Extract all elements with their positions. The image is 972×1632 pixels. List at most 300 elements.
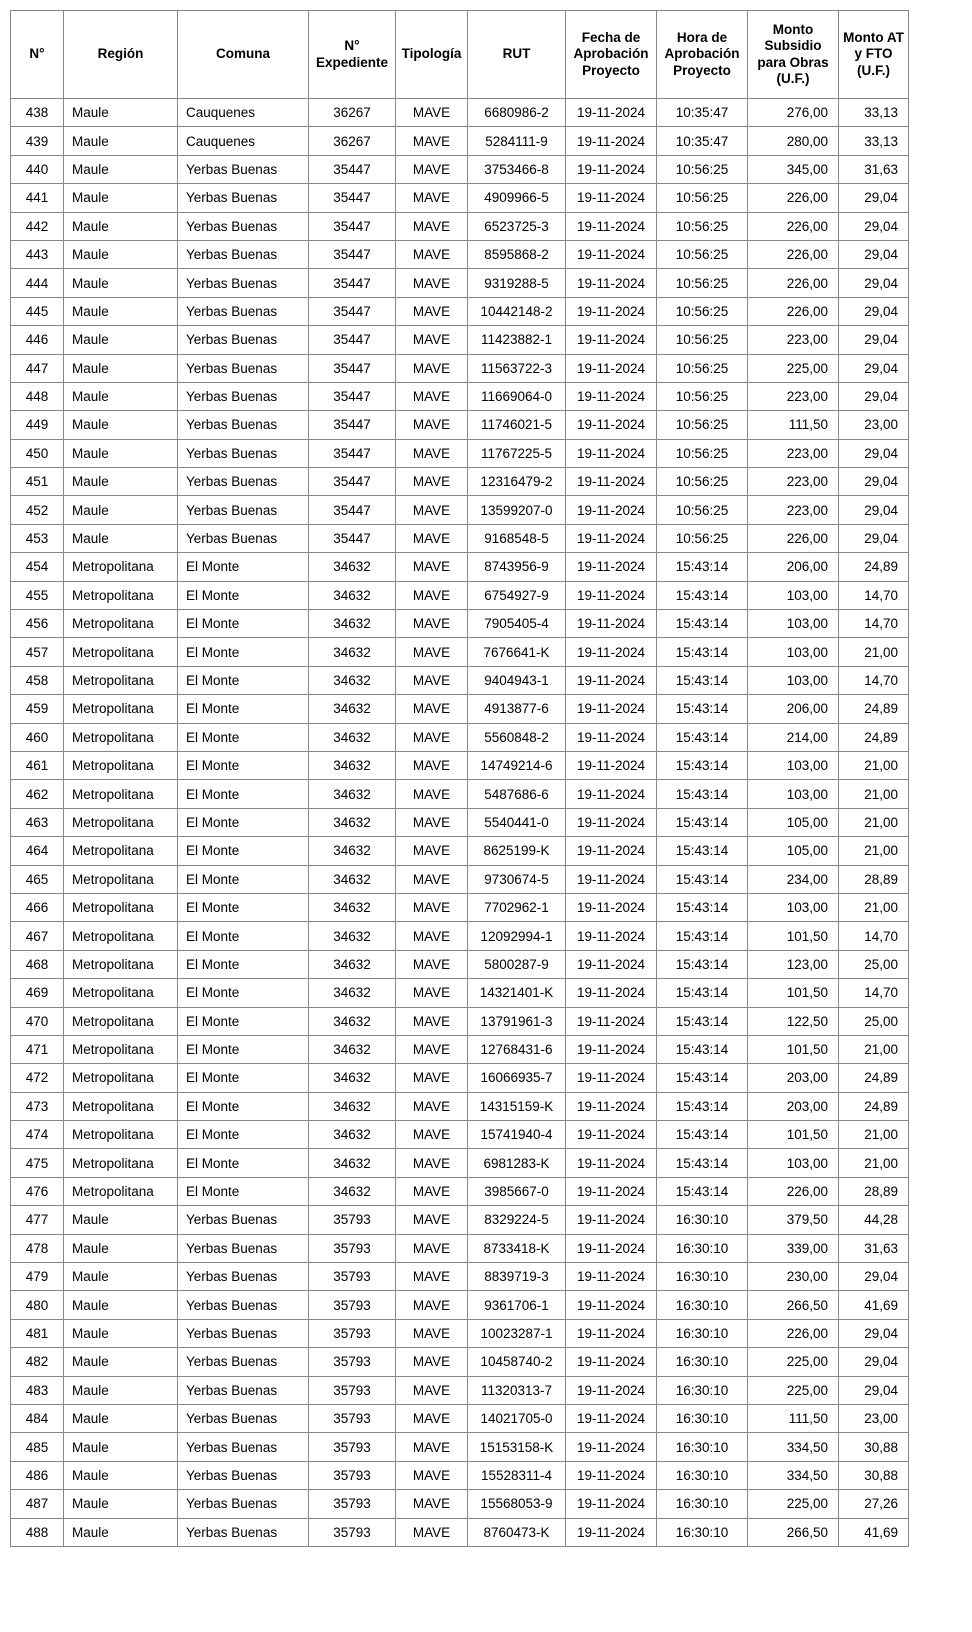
column-header: Monto AT y FTO (U.F.) bbox=[839, 11, 909, 99]
table-cell: 103,00 bbox=[748, 610, 839, 638]
table-cell: 441 bbox=[11, 184, 64, 212]
table-cell: Metropolitana bbox=[64, 751, 178, 779]
table-cell: 19-11-2024 bbox=[566, 411, 657, 439]
table-cell: Yerbas Buenas bbox=[178, 1234, 309, 1262]
table-row bbox=[11, 751, 909, 779]
table-cell: 111,50 bbox=[748, 1404, 839, 1432]
table-cell: 21,00 bbox=[839, 1035, 909, 1063]
table-cell: Metropolitana bbox=[64, 950, 178, 978]
table-cell: 266,50 bbox=[748, 1291, 839, 1319]
table-cell: 44,28 bbox=[839, 1206, 909, 1234]
table-cell: El Monte bbox=[178, 1121, 309, 1149]
table-cell: MAVE bbox=[396, 297, 468, 325]
table-cell: Maule bbox=[64, 411, 178, 439]
table-cell: 223,00 bbox=[748, 382, 839, 410]
table-cell: 4913877-6 bbox=[468, 695, 566, 723]
table-cell: 34632 bbox=[309, 1121, 396, 1149]
table-row bbox=[11, 326, 909, 354]
table-row bbox=[11, 99, 909, 127]
table-cell: 35447 bbox=[309, 240, 396, 268]
table-cell: 10:56:25 bbox=[657, 382, 748, 410]
table-cell: 19-11-2024 bbox=[566, 1518, 657, 1546]
table-cell: Yerbas Buenas bbox=[178, 297, 309, 325]
table-cell: 15:43:14 bbox=[657, 553, 748, 581]
table-cell: 19-11-2024 bbox=[566, 1035, 657, 1063]
table-cell: 488 bbox=[11, 1518, 64, 1546]
table-cell: Yerbas Buenas bbox=[178, 1348, 309, 1376]
table-cell: 19-11-2024 bbox=[566, 524, 657, 552]
table-cell: 266,50 bbox=[748, 1518, 839, 1546]
table-cell: Maule bbox=[64, 354, 178, 382]
table-cell: 454 bbox=[11, 553, 64, 581]
table-cell: 14021705-0 bbox=[468, 1404, 566, 1432]
table-cell: Metropolitana bbox=[64, 1064, 178, 1092]
table-cell: 15:43:14 bbox=[657, 1035, 748, 1063]
table-cell: 19-11-2024 bbox=[566, 240, 657, 268]
table-cell: 24,89 bbox=[839, 723, 909, 751]
table-cell: 10:56:25 bbox=[657, 411, 748, 439]
table-cell: Cauquenes bbox=[178, 127, 309, 155]
table-cell: 486 bbox=[11, 1461, 64, 1489]
table-cell: 15:43:14 bbox=[657, 1007, 748, 1035]
table-cell: Yerbas Buenas bbox=[178, 1319, 309, 1347]
table-row bbox=[11, 808, 909, 836]
table-cell: MAVE bbox=[396, 1348, 468, 1376]
table-cell: Metropolitana bbox=[64, 922, 178, 950]
table-cell: 35447 bbox=[309, 212, 396, 240]
table-cell: 449 bbox=[11, 411, 64, 439]
table-cell: 444 bbox=[11, 269, 64, 297]
table-cell: 11669064-0 bbox=[468, 382, 566, 410]
table-cell: 223,00 bbox=[748, 326, 839, 354]
table-cell: 31,63 bbox=[839, 155, 909, 183]
table-cell: 29,04 bbox=[839, 439, 909, 467]
table-cell: 10:56:25 bbox=[657, 240, 748, 268]
table-cell: 19-11-2024 bbox=[566, 723, 657, 751]
table-cell: Maule bbox=[64, 468, 178, 496]
table-cell: 15:43:14 bbox=[657, 1149, 748, 1177]
table-cell: 19-11-2024 bbox=[566, 950, 657, 978]
table-cell: 105,00 bbox=[748, 808, 839, 836]
table-cell: 234,00 bbox=[748, 865, 839, 893]
table-cell: MAVE bbox=[396, 979, 468, 1007]
table-cell: 10:56:25 bbox=[657, 155, 748, 183]
table-cell: 15:43:14 bbox=[657, 1092, 748, 1120]
table-cell: 23,00 bbox=[839, 1404, 909, 1432]
table-cell: Yerbas Buenas bbox=[178, 326, 309, 354]
table-cell: 34632 bbox=[309, 1007, 396, 1035]
table-cell: 28,89 bbox=[839, 1177, 909, 1205]
table-cell: 34632 bbox=[309, 723, 396, 751]
table-cell: 19-11-2024 bbox=[566, 751, 657, 779]
table-cell: 19-11-2024 bbox=[566, 1177, 657, 1205]
table-cell: Maule bbox=[64, 1348, 178, 1376]
table-cell: 16:30:10 bbox=[657, 1291, 748, 1319]
table-cell: 456 bbox=[11, 610, 64, 638]
table-cell: 28,89 bbox=[839, 865, 909, 893]
table-cell: 10:56:25 bbox=[657, 184, 748, 212]
table-row bbox=[11, 865, 909, 893]
table-row bbox=[11, 837, 909, 865]
table-cell: Yerbas Buenas bbox=[178, 155, 309, 183]
table-row bbox=[11, 1149, 909, 1177]
table-cell: 29,04 bbox=[839, 1319, 909, 1347]
table-cell: 480 bbox=[11, 1291, 64, 1319]
table-cell: 16:30:10 bbox=[657, 1319, 748, 1347]
table-cell: 21,00 bbox=[839, 837, 909, 865]
table-row bbox=[11, 1206, 909, 1234]
table-cell: 475 bbox=[11, 1149, 64, 1177]
table-cell: Yerbas Buenas bbox=[178, 1490, 309, 1518]
table-cell: 16:30:10 bbox=[657, 1490, 748, 1518]
table-cell: 19-11-2024 bbox=[566, 155, 657, 183]
table-cell: 11767225-5 bbox=[468, 439, 566, 467]
table-cell: Yerbas Buenas bbox=[178, 468, 309, 496]
table-cell: 35447 bbox=[309, 354, 396, 382]
table-cell: 7702962-1 bbox=[468, 893, 566, 921]
table-cell: 473 bbox=[11, 1092, 64, 1120]
table-cell: 478 bbox=[11, 1234, 64, 1262]
table-cell: 29,04 bbox=[839, 354, 909, 382]
table-row bbox=[11, 1234, 909, 1262]
table-cell: MAVE bbox=[396, 411, 468, 439]
table-cell: 10:56:25 bbox=[657, 212, 748, 240]
table-row bbox=[11, 581, 909, 609]
table-row bbox=[11, 638, 909, 666]
table-cell: 12768431-6 bbox=[468, 1035, 566, 1063]
table-cell: 5284111-9 bbox=[468, 127, 566, 155]
table-cell: 24,89 bbox=[839, 1092, 909, 1120]
table-cell: MAVE bbox=[396, 127, 468, 155]
table-cell: 35793 bbox=[309, 1348, 396, 1376]
table-cell: 276,00 bbox=[748, 99, 839, 127]
table-cell: 440 bbox=[11, 155, 64, 183]
table-cell: 15:43:14 bbox=[657, 780, 748, 808]
table-row bbox=[11, 496, 909, 524]
table-cell: MAVE bbox=[396, 1149, 468, 1177]
table-cell: 103,00 bbox=[748, 780, 839, 808]
table-cell: 214,00 bbox=[748, 723, 839, 751]
table-cell: 34632 bbox=[309, 808, 396, 836]
table-cell: 19-11-2024 bbox=[566, 893, 657, 921]
table-cell: 206,00 bbox=[748, 695, 839, 723]
table-cell: Maule bbox=[64, 1319, 178, 1347]
table-cell: 16066935-7 bbox=[468, 1064, 566, 1092]
table-cell: 19-11-2024 bbox=[566, 979, 657, 1007]
table-cell: 41,69 bbox=[839, 1291, 909, 1319]
table-cell: Maule bbox=[64, 1404, 178, 1432]
table-cell: 339,00 bbox=[748, 1234, 839, 1262]
table-cell: 7905405-4 bbox=[468, 610, 566, 638]
table-row bbox=[11, 1177, 909, 1205]
table-cell: 223,00 bbox=[748, 468, 839, 496]
table-cell: 10:56:25 bbox=[657, 326, 748, 354]
table-cell: Yerbas Buenas bbox=[178, 1376, 309, 1404]
table-cell: Yerbas Buenas bbox=[178, 496, 309, 524]
table-cell: MAVE bbox=[396, 638, 468, 666]
table-cell: Maule bbox=[64, 1291, 178, 1319]
table-cell: Maule bbox=[64, 212, 178, 240]
table-cell: 471 bbox=[11, 1035, 64, 1063]
table-cell: MAVE bbox=[396, 1064, 468, 1092]
table-cell: 15:43:14 bbox=[657, 1064, 748, 1092]
table-cell: El Monte bbox=[178, 808, 309, 836]
table-cell: 24,89 bbox=[839, 553, 909, 581]
table-cell: MAVE bbox=[396, 610, 468, 638]
table-cell: 19-11-2024 bbox=[566, 581, 657, 609]
table-cell: 483 bbox=[11, 1376, 64, 1404]
table-cell: Maule bbox=[64, 1518, 178, 1546]
table-cell: 15:43:14 bbox=[657, 950, 748, 978]
table-cell: Maule bbox=[64, 524, 178, 552]
table-cell: 13791961-3 bbox=[468, 1007, 566, 1035]
table-cell: Maule bbox=[64, 496, 178, 524]
table-cell: 10:56:25 bbox=[657, 269, 748, 297]
column-header: N° Expediente bbox=[309, 11, 396, 99]
table-cell: 19-11-2024 bbox=[566, 865, 657, 893]
table-cell: 16:30:10 bbox=[657, 1404, 748, 1432]
table-cell: MAVE bbox=[396, 382, 468, 410]
table-cell: Metropolitana bbox=[64, 1121, 178, 1149]
table-cell: 14321401-K bbox=[468, 979, 566, 1007]
table-cell: 6981283-K bbox=[468, 1149, 566, 1177]
table-cell: 29,04 bbox=[839, 326, 909, 354]
table-cell: 19-11-2024 bbox=[566, 1064, 657, 1092]
table-cell: Maule bbox=[64, 127, 178, 155]
table-row bbox=[11, 1433, 909, 1461]
table-cell: 469 bbox=[11, 979, 64, 1007]
table-cell: MAVE bbox=[396, 184, 468, 212]
table-cell: 14,70 bbox=[839, 922, 909, 950]
table-cell: 19-11-2024 bbox=[566, 1291, 657, 1319]
table-cell: MAVE bbox=[396, 553, 468, 581]
table-cell: 19-11-2024 bbox=[566, 695, 657, 723]
table-cell: Maule bbox=[64, 297, 178, 325]
column-header: RUT bbox=[468, 11, 566, 99]
table-cell: 15:43:14 bbox=[657, 1121, 748, 1149]
table-cell: 455 bbox=[11, 581, 64, 609]
table-cell: Metropolitana bbox=[64, 1035, 178, 1063]
table-cell: Yerbas Buenas bbox=[178, 354, 309, 382]
table-cell: El Monte bbox=[178, 1035, 309, 1063]
table-cell: 10:56:25 bbox=[657, 354, 748, 382]
table-cell: 34632 bbox=[309, 837, 396, 865]
table-cell: 12092994-1 bbox=[468, 922, 566, 950]
table-row bbox=[11, 666, 909, 694]
table-cell: 103,00 bbox=[748, 666, 839, 694]
table-cell: 35793 bbox=[309, 1433, 396, 1461]
table-cell: 487 bbox=[11, 1490, 64, 1518]
table-cell: 16:30:10 bbox=[657, 1206, 748, 1234]
table-cell: MAVE bbox=[396, 1433, 468, 1461]
table-cell: 16:30:10 bbox=[657, 1376, 748, 1404]
table-cell: Yerbas Buenas bbox=[178, 411, 309, 439]
subsidy-table bbox=[10, 10, 909, 1547]
table-cell: 19-11-2024 bbox=[566, 837, 657, 865]
table-cell: 334,50 bbox=[748, 1461, 839, 1489]
table-cell: El Monte bbox=[178, 1149, 309, 1177]
table-cell: Yerbas Buenas bbox=[178, 1291, 309, 1319]
table-cell: Metropolitana bbox=[64, 610, 178, 638]
table-cell: 34632 bbox=[309, 922, 396, 950]
table-cell: MAVE bbox=[396, 1404, 468, 1432]
table-row bbox=[11, 184, 909, 212]
table-cell: 19-11-2024 bbox=[566, 666, 657, 694]
table-cell: 5560848-2 bbox=[468, 723, 566, 751]
table-cell: 15:43:14 bbox=[657, 1177, 748, 1205]
table-cell: 35793 bbox=[309, 1234, 396, 1262]
table-cell: 11746021-5 bbox=[468, 411, 566, 439]
table-cell: 35793 bbox=[309, 1518, 396, 1546]
table-row bbox=[11, 780, 909, 808]
table-cell: 7676641-K bbox=[468, 638, 566, 666]
table-cell: 34632 bbox=[309, 695, 396, 723]
table-cell: MAVE bbox=[396, 1007, 468, 1035]
table-cell: Maule bbox=[64, 382, 178, 410]
table-cell: MAVE bbox=[396, 1263, 468, 1291]
table-cell: MAVE bbox=[396, 468, 468, 496]
table-cell: El Monte bbox=[178, 780, 309, 808]
table-cell: 280,00 bbox=[748, 127, 839, 155]
table-cell: 16:30:10 bbox=[657, 1461, 748, 1489]
table-cell: Yerbas Buenas bbox=[178, 1518, 309, 1546]
table-cell: 8595868-2 bbox=[468, 240, 566, 268]
table-cell: 15:43:14 bbox=[657, 638, 748, 666]
table-cell: 19-11-2024 bbox=[566, 1149, 657, 1177]
table-cell: El Monte bbox=[178, 950, 309, 978]
table-cell: 10458740-2 bbox=[468, 1348, 566, 1376]
table-cell: 25,00 bbox=[839, 1007, 909, 1035]
table-cell: 10023287-1 bbox=[468, 1319, 566, 1347]
table-cell: 34632 bbox=[309, 865, 396, 893]
table-cell: Yerbas Buenas bbox=[178, 1206, 309, 1234]
table-cell: 29,04 bbox=[839, 382, 909, 410]
table-row bbox=[11, 1092, 909, 1120]
table-cell: 5487686-6 bbox=[468, 780, 566, 808]
table-cell: 9319288-5 bbox=[468, 269, 566, 297]
table-cell: 35793 bbox=[309, 1490, 396, 1518]
table-cell: 472 bbox=[11, 1064, 64, 1092]
table-cell: 19-11-2024 bbox=[566, 780, 657, 808]
table-cell: 33,13 bbox=[839, 127, 909, 155]
table-cell: 19-11-2024 bbox=[566, 212, 657, 240]
table-body bbox=[11, 99, 909, 1547]
table-cell: Cauquenes bbox=[178, 99, 309, 127]
table-cell: 442 bbox=[11, 212, 64, 240]
table-cell: 13599207-0 bbox=[468, 496, 566, 524]
table-cell: 19-11-2024 bbox=[566, 1433, 657, 1461]
table-cell: 15:43:14 bbox=[657, 837, 748, 865]
table-cell: 19-11-2024 bbox=[566, 184, 657, 212]
table-cell: 23,00 bbox=[839, 411, 909, 439]
table-row bbox=[11, 269, 909, 297]
table-cell: 457 bbox=[11, 638, 64, 666]
table-cell: 19-11-2024 bbox=[566, 1121, 657, 1149]
table-row bbox=[11, 1121, 909, 1149]
table-cell: 465 bbox=[11, 865, 64, 893]
table-cell: Yerbas Buenas bbox=[178, 212, 309, 240]
table-cell: Metropolitana bbox=[64, 638, 178, 666]
table-cell: El Monte bbox=[178, 553, 309, 581]
table-cell: MAVE bbox=[396, 581, 468, 609]
table-cell: 29,04 bbox=[839, 468, 909, 496]
table-row bbox=[11, 1461, 909, 1489]
table-cell: MAVE bbox=[396, 751, 468, 779]
table-row bbox=[11, 1319, 909, 1347]
table-cell: 10442148-2 bbox=[468, 297, 566, 325]
table-cell: 34632 bbox=[309, 751, 396, 779]
table-cell: 459 bbox=[11, 695, 64, 723]
table-cell: El Monte bbox=[178, 893, 309, 921]
table-cell: 223,00 bbox=[748, 439, 839, 467]
table-cell: 19-11-2024 bbox=[566, 610, 657, 638]
table-cell: Maule bbox=[64, 1433, 178, 1461]
table-row bbox=[11, 553, 909, 581]
table-row bbox=[11, 1490, 909, 1518]
table-cell: 225,00 bbox=[748, 354, 839, 382]
table-cell: 15:43:14 bbox=[657, 581, 748, 609]
table-cell: 15:43:14 bbox=[657, 893, 748, 921]
table-cell: Maule bbox=[64, 1206, 178, 1234]
table-row bbox=[11, 382, 909, 410]
table-cell: El Monte bbox=[178, 723, 309, 751]
table-cell: El Monte bbox=[178, 581, 309, 609]
table-cell: 379,50 bbox=[748, 1206, 839, 1234]
table-cell: 3753466-8 bbox=[468, 155, 566, 183]
table-row bbox=[11, 695, 909, 723]
table-cell: 34632 bbox=[309, 1064, 396, 1092]
table-cell: 225,00 bbox=[748, 1376, 839, 1404]
table-cell: 484 bbox=[11, 1404, 64, 1432]
table-cell: 35447 bbox=[309, 326, 396, 354]
table-cell: 35447 bbox=[309, 184, 396, 212]
table-cell: 15:43:14 bbox=[657, 865, 748, 893]
table-cell: 29,04 bbox=[839, 297, 909, 325]
table-cell: 19-11-2024 bbox=[566, 496, 657, 524]
table-cell: El Monte bbox=[178, 1007, 309, 1035]
table-cell: 10:56:25 bbox=[657, 297, 748, 325]
table-cell: MAVE bbox=[396, 1461, 468, 1489]
table-cell: 474 bbox=[11, 1121, 64, 1149]
table-cell: MAVE bbox=[396, 1234, 468, 1262]
table-cell: 29,04 bbox=[839, 496, 909, 524]
table-row bbox=[11, 1035, 909, 1063]
table-cell: 450 bbox=[11, 439, 64, 467]
table-cell: 19-11-2024 bbox=[566, 1348, 657, 1376]
table-row bbox=[11, 1291, 909, 1319]
table-row bbox=[11, 723, 909, 751]
table-cell: MAVE bbox=[396, 922, 468, 950]
table-row bbox=[11, 1064, 909, 1092]
table-cell: 470 bbox=[11, 1007, 64, 1035]
table-row bbox=[11, 468, 909, 496]
table-cell: 9404943-1 bbox=[468, 666, 566, 694]
table-cell: 19-11-2024 bbox=[566, 382, 657, 410]
header-row bbox=[11, 11, 909, 99]
table-cell: MAVE bbox=[396, 950, 468, 978]
table-cell: 123,00 bbox=[748, 950, 839, 978]
table-cell: 19-11-2024 bbox=[566, 127, 657, 155]
table-cell: 19-11-2024 bbox=[566, 468, 657, 496]
table-header bbox=[11, 11, 909, 99]
table-cell: 29,04 bbox=[839, 240, 909, 268]
table-cell: 11423882-1 bbox=[468, 326, 566, 354]
table-cell: 466 bbox=[11, 893, 64, 921]
table-cell: 203,00 bbox=[748, 1092, 839, 1120]
table-cell: Metropolitana bbox=[64, 893, 178, 921]
table-cell: 103,00 bbox=[748, 1149, 839, 1177]
table-cell: 5800287-9 bbox=[468, 950, 566, 978]
